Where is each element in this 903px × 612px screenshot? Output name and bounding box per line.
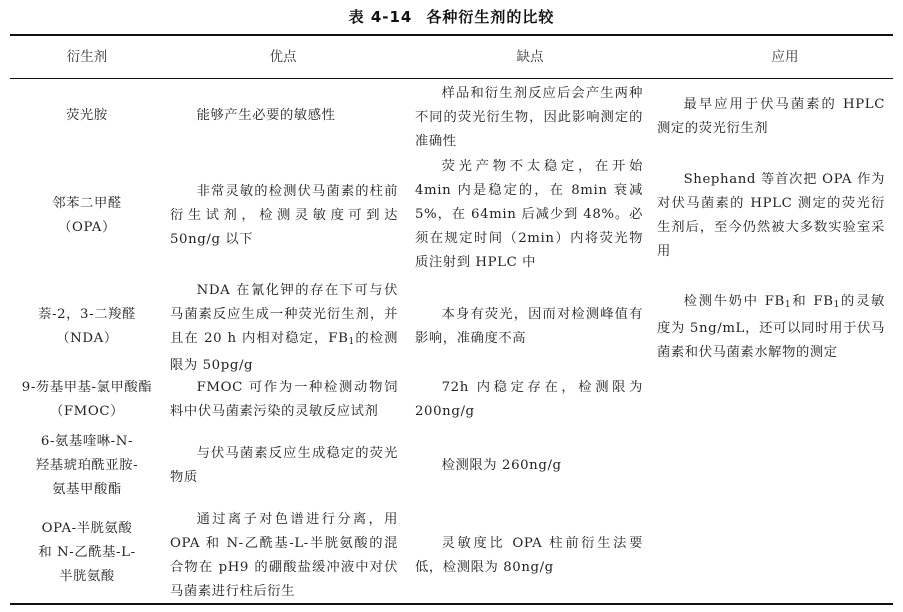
text-segment: 的检测限为 50pg/g bbox=[170, 331, 398, 373]
advantage-cell: 能够产生必要的敏感性 bbox=[196, 108, 336, 123]
advantage-cell bbox=[170, 279, 398, 378]
derivative-name bbox=[7, 192, 167, 240]
disadvantage-cell: 本身有荧光，因而对检测峰值有影响，准确度不高 bbox=[415, 307, 643, 346]
column-header-advantage: 优点 bbox=[269, 49, 297, 65]
derivative-name bbox=[7, 303, 167, 351]
disadvantage-cell: 灵敏度比 OPA 柱前衍生法要低，检测限为 80ng/g bbox=[415, 536, 643, 575]
advantage-cell: FMOC 可作为一种检测动物饲料中伏马菌素污染的灵敏反应试剂 bbox=[170, 380, 398, 419]
name-line: （FMOC） bbox=[49, 404, 125, 419]
name-line: 羟基琥珀酰亚胺- bbox=[35, 458, 139, 473]
application-cell: Shephand 等首次把 OPA 作为对伏马菌素的 HPLC 测定的荧光衍生剂后，至今仍然被大多数实验室采用 bbox=[657, 172, 885, 259]
name-line: （NDA） bbox=[56, 331, 118, 346]
name-line: 荧光胺 bbox=[66, 108, 108, 123]
column-header-application: 应用 bbox=[771, 49, 799, 65]
name-line: OPA-半胱氨酸 bbox=[41, 521, 133, 536]
advantage-cell: 与伏马菌素反应生成稳定的荧光物质 bbox=[170, 446, 398, 485]
subscript: 1 bbox=[784, 300, 792, 310]
name-line: （OPA） bbox=[58, 220, 116, 235]
table-number: 表 4-14 bbox=[348, 8, 413, 26]
name-line: 9-芴基甲基-氯甲酸酯 bbox=[21, 380, 153, 395]
header-rule bbox=[10, 78, 893, 79]
text-segment: 的灵敏度为 5ng/mL，还可以同时用于伏马菌素和伏马菌素水解物的测定 bbox=[657, 294, 885, 360]
table-caption bbox=[0, 6, 903, 27]
bottom-rule bbox=[10, 603, 893, 605]
text-segment: 和 FB bbox=[791, 294, 834, 309]
subscript: 1 bbox=[833, 300, 840, 310]
disadvantage-cell: 检测限为 260ng/g bbox=[441, 458, 562, 473]
name-line: 6-氨基喹啉-N- bbox=[40, 434, 134, 449]
name-line: 萘-2，3-二羧醛 bbox=[38, 307, 136, 322]
column-header-disadvantage: 缺点 bbox=[516, 49, 544, 65]
application-cell bbox=[657, 290, 885, 365]
disadvantage-cell: 荧光产物不太稳定，在开始 4min 内是稳定的，在 8min 衰减 5%，在 64min 后减少到 48%。必须在规定时间（2min）内将荧光物质注射到 HPLC 中 bbox=[415, 159, 643, 270]
application-cell: 最早应用于伏马菌素的 HPLC 测定的荧光衍生剂 bbox=[657, 97, 885, 136]
name-line: 半胱氨酸 bbox=[59, 569, 115, 584]
disadvantage-cell: 样品和衍生剂反应后会产生两种不同的荧光衍生物，因此影响测定的准确性 bbox=[415, 86, 643, 149]
text-segment: NDA 在氰化钾的存在下可与伏马菌素反应生成一种荧光衍生剂，并且在 20 h 内相对稳定，FB bbox=[170, 283, 398, 346]
derivative-name bbox=[7, 430, 167, 502]
name-line: 氨基甲酸酯 bbox=[52, 482, 122, 497]
top-rule bbox=[10, 34, 893, 36]
name-line: 邻苯二甲醛 bbox=[52, 196, 122, 211]
disadvantage-cell: 72h 内稳定存在，检测限为 200ng/g bbox=[415, 380, 643, 419]
advantage-cell: 通过离子对色谱进行分离，用 OPA 和 N-乙酰基-L-半胱氨酸的混合物在 pH9 的硼酸盐缓冲液中对伏马菌素进行柱后衍生 bbox=[170, 512, 398, 599]
column-header-derivative: 衍生剂 bbox=[66, 49, 108, 65]
subscript: 1 bbox=[348, 337, 355, 347]
derivative-name bbox=[7, 104, 167, 128]
derivative-name bbox=[7, 376, 167, 424]
advantage-cell: 非常灵敏的检测伏马菌素的柱前衍生试剂，检测灵敏度可到达 50ng/g 以下 bbox=[170, 184, 398, 247]
text-segment: 检测牛奶中 FB bbox=[683, 294, 785, 309]
table-title: 各种衍生剂的比较 bbox=[426, 8, 555, 26]
name-line: 和 N-乙酰基-L- bbox=[38, 545, 136, 560]
derivative-name bbox=[7, 517, 167, 589]
